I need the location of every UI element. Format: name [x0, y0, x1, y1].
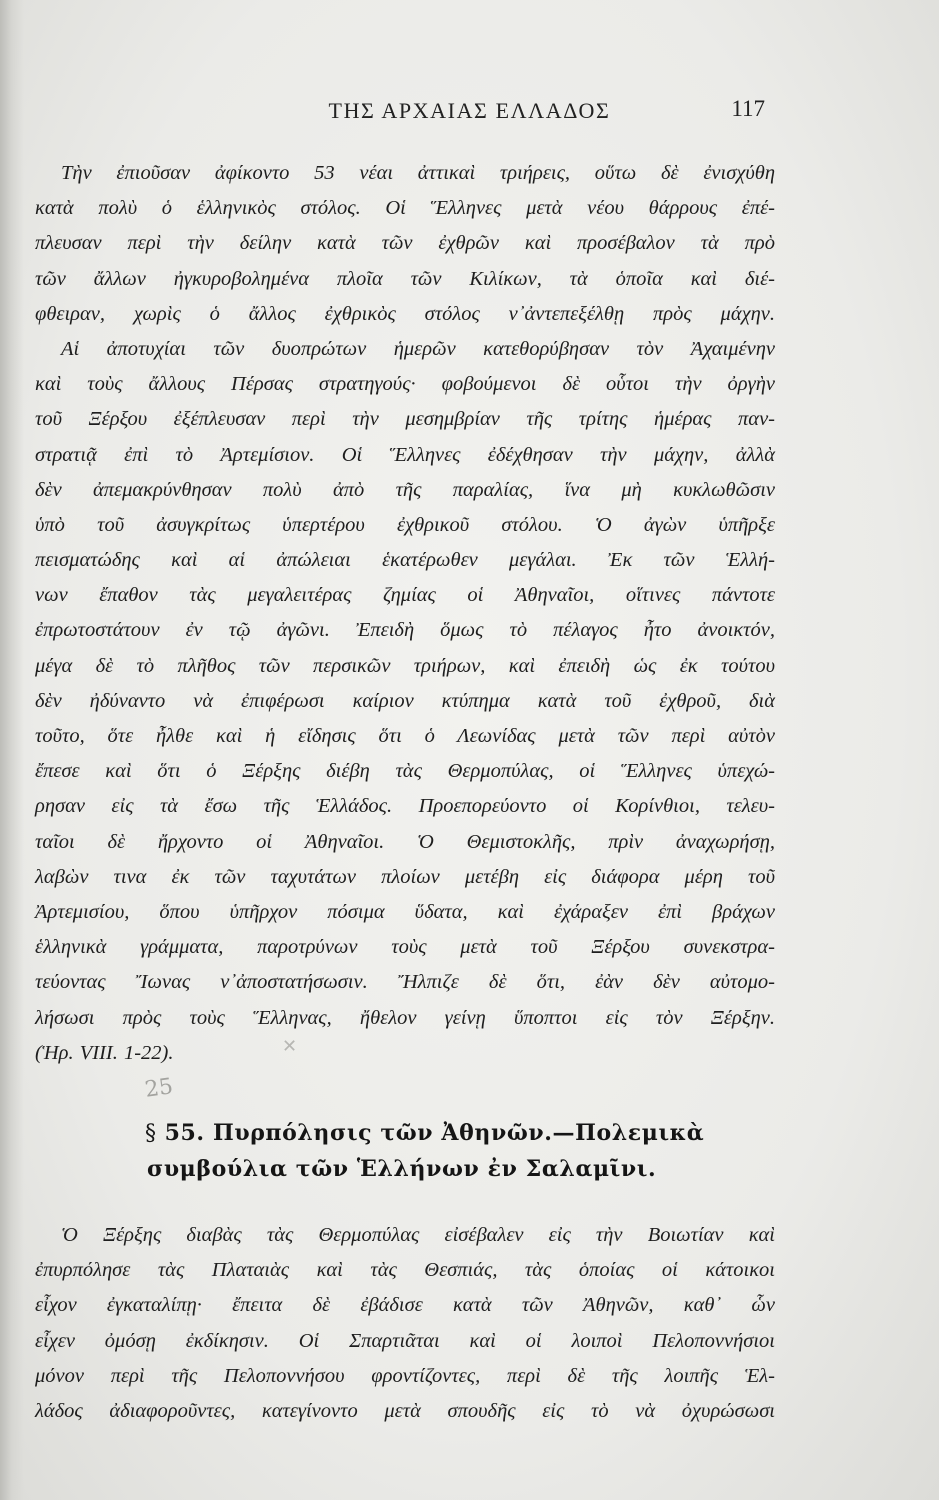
running-title: ΤΗΣ ΑΡΧΑΙΑΣ ΕΛΛΑΔΟΣ: [328, 98, 611, 123]
running-head: [0, 98, 939, 138]
body-line: κατὰ πολὺ ὁ ἑλληνικὸς στόλος. Οἱ Ἕλληνες μετὰ νέου θάρρους ἐπέ-: [35, 197, 775, 220]
pencil-annotation: 25: [143, 1074, 175, 1103]
body-text: [35, 156, 775, 1071]
page-number: 117: [731, 96, 765, 121]
section-line: εἶχεν ὀμόσῃ ἐκδίκησιν. Οἱ Σπαρτιᾶται καὶ οἱ λοιποὶ Πελοποννήσιοι: [35, 1329, 775, 1352]
section-heading-line-1: [145, 1115, 785, 1151]
section-line: λάδος ἀδιαφοροῦντες, κατεγίνοντο μετὰ σπουδῆς εἰς τὸ νὰ ὀχυρώσωσι: [35, 1399, 775, 1422]
section-body-text: [35, 1218, 775, 1429]
body-line: πεισματώδης καὶ αἱ ἀπώλειαι ἑκατέρωθεν μεγάλαι. Ἐκ τῶν Ἑλλή-: [35, 549, 775, 572]
binding-shadow: [0, 0, 24, 1500]
body-line: ὑπὸ τοῦ ἀσυγκρίτως ὑπερτέρου ἐχθρικοῦ στόλου. Ὁ ἀγὼν ὑπῆρξε: [35, 513, 775, 536]
section-number: 55.: [164, 1120, 205, 1146]
section-title-part-1: Πυρπόλησις τῶν Ἀθηνῶν.—Πολεμικὰ: [212, 1120, 705, 1146]
section-line: ἐπυρπόλησε τὰς Πλαταιὰς καὶ τὰς Θεσπιάς, τὰς ὁποίας οἱ κάτοικοι: [35, 1259, 775, 1282]
section-line: εἶχον ἐγκαταλίπῃ· ἔπειτα δὲ ἐβάδισε κατὰ τῶν Ἀθηνῶν, καθ᾽ ὧν: [35, 1294, 775, 1317]
body-line: τοῦτο, ὅτε ἦλθε καὶ ἡ εἴδησις ὅτι ὁ Λεωνίδας μετὰ τῶν περὶ αὐτὸν: [35, 725, 775, 747]
body-line: τοῦ Ξέρξου ἐξέπλευσαν περὶ τὴν μεσημβρίαν τῆς τρίτης ἡμέρας παν-: [35, 408, 775, 431]
body-line: λαβὼν τινα ἐκ τῶν ταχυτάτων πλοίων μετέβη εἰς διάφορα μέρη τοῦ: [35, 865, 775, 888]
pencil-x-mark: ✕: [282, 1036, 298, 1057]
body-line: τεύοντας Ἴωνας ν᾽ἀποστατήσωσιν. Ἤλπιζε δὲ ὅτι, ἐὰν δὲν αὐτομο-: [35, 971, 775, 994]
section-sign: §: [145, 1121, 157, 1146]
body-line: πλευσαν περὶ τὴν δείλην κατὰ τῶν ἐχθρῶν καὶ προσέβαλον τὰ πρὸ: [35, 232, 775, 255]
body-line: ἑλληνικὰ γράμματα, παροτρύνων τοὺς μετὰ τοῦ Ξέρξου συνεκστρα-: [35, 936, 775, 959]
body-line: μέγα δὲ τὸ πλῆθος τῶν περσικῶν τριήρων, καὶ ἐπειδὴ ὡς ἐκ τούτου: [35, 654, 775, 677]
body-line: φθειραν, χωρὶς ὁ ἄλλος ἐχθρικὸς στόλος ν᾽ἀντεπεξέλθῃ πρὸς μάχην.: [35, 302, 775, 325]
body-line: ἐπρωτοστάτουν ἐν τῷ ἀγῶνι. Ἐπειδὴ ὅμως τὸ πέλαγος ἦτο ἀνοικτόν,: [35, 619, 775, 642]
body-line: λήσωσι πρὸς τοὺς Ἕλληνας, ἤθελον γείνῃ ὕποπτοι εἰς τὸν Ξέρξην.: [35, 1006, 775, 1029]
body-line: καὶ τοὺς ἄλλους Πέρσας στρατηγούς· φοβούμενοι δὲ οὗτοι τὴν ὀργὴν: [35, 373, 775, 396]
section-line: Ὁ Ξέρξης διαβὰς τὰς Θερμοπύλας εἰσέβαλεν εἰς τὴν Βοιωτίαν καὶ: [61, 1224, 775, 1246]
body-line: ταῖοι δὲ ἤρχοντο οἱ Ἀθηναῖοι. Ὁ Θεμιστοκλῆς, πρὶν ἀναχωρήσῃ,: [35, 830, 775, 853]
body-line: Ἀρτεμισίου, ὅπου ὑπῆρχον πόσιμα ὕδατα, καὶ ἐχάραξεν ἐπὶ βράχων: [35, 900, 775, 923]
section-line: μόνον περὶ τῆς Πελοποννήσου φροντίζοντες, περὶ δὲ τῆς λοιπῆς Ἑλ-: [35, 1364, 775, 1387]
body-line: δὲν ἠδύναντο νὰ ἐπιφέρωσι καίριον κτύπημα κατὰ τοῦ ἐχθροῦ, διὰ: [35, 689, 775, 712]
body-line: στρατιᾷ ἐπὶ τὸ Ἀρτεμίσιον. Οἱ Ἕλληνες ἐδέχθησαν τὴν μάχην, ἀλλὰ: [35, 443, 775, 466]
body-line: Αἱ ἀποτυχίαι τῶν δυοπρώτων ἡμερῶν κατεθορύβησαν τὸν Ἀχαιμένην: [61, 337, 775, 360]
body-line: ρησαν εἰς τὰ ἔσω τῆς Ἑλλάδος. Προεπορεύοντο οἱ Κορίνθιοι, τελευ-: [35, 795, 775, 818]
body-line: δὲν ἀπεμακρύνθησαν πολὺ ἀπὸ τῆς παραλίας, ἵνα μὴ κυκλωθῶσιν: [35, 478, 775, 501]
body-line: (Ἡρ. VIII. 1-22).: [35, 1041, 174, 1064]
body-line: ἔπεσε καὶ ὅτι ὁ Ξέρξης διέβη τὰς Θερμοπύλας, οἱ Ἕλληνες ὑπεχώ-: [35, 760, 775, 783]
section-heading: [145, 1115, 785, 1187]
body-line: τῶν ἄλλων ἠγκυροβολημένα πλοῖα τῶν Κιλίκων, τὰ ὁποῖα καὶ διέ-: [35, 267, 775, 290]
body-line: νων ἔπαθον τὰς μεγαλειτέρας ζημίας οἱ Ἀθηναῖοι, οἵτινες πάντοτε: [35, 584, 775, 607]
body-line: Τὴν ἐπιοῦσαν ἀφίκοντο 53 νέαι ἀττικαὶ τριήρεις, οὕτω δὲ ἐνισχύθη: [61, 162, 775, 184]
section-title-part-2: συμβούλια τῶν Ἑλλήνων ἐν Σαλαμῖνι.: [147, 1156, 657, 1182]
